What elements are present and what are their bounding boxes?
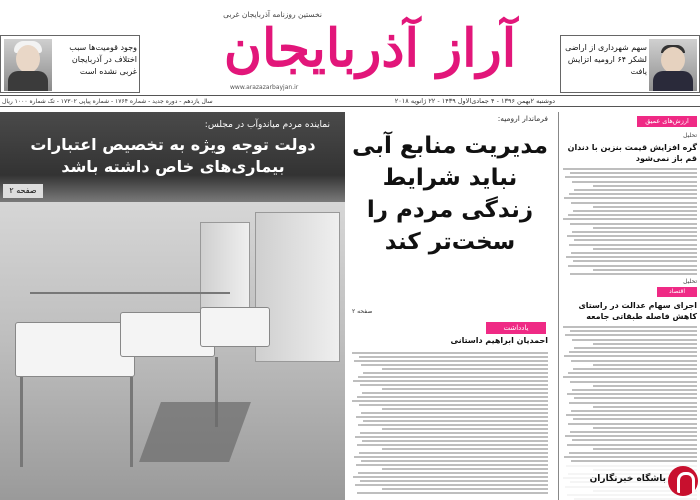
- text-line: [572, 231, 697, 233]
- watermark: [560, 464, 700, 500]
- text-line: [572, 389, 697, 391]
- section2-label: اقتصاد: [657, 287, 697, 297]
- text-line: [573, 210, 697, 212]
- text-line: [359, 404, 548, 406]
- text-line: [563, 218, 697, 220]
- text-line: [593, 364, 697, 366]
- right-column: [558, 112, 700, 500]
- text-line: [358, 424, 548, 426]
- text-line: [573, 418, 697, 420]
- text-line: [353, 380, 548, 382]
- section1-headline[interactable]: گره افزایش قیمت بنزین با دندان قم باز نمی‌شود: [567, 143, 697, 163]
- text-line: [566, 414, 697, 416]
- photo-headline[interactable]: دولت توجه ویژه به تخصیص اعتبارات بیماری‌های خاص داشته باشد: [30, 135, 316, 176]
- section2-headline[interactable]: اجرای سهام عدالت در راستای کاهش فاصله طبقاتی جامعه: [578, 301, 697, 321]
- text-line: [565, 435, 697, 437]
- text-line: [570, 431, 697, 433]
- logo-url: www.arazazarbayjan.ir: [230, 84, 299, 91]
- text-line: [382, 448, 548, 450]
- text-line: [361, 460, 548, 462]
- text-line: [571, 360, 697, 362]
- text-line: [569, 452, 697, 454]
- text-line: [382, 388, 548, 390]
- column-author: احمدیان ابراهیم داستانی: [450, 336, 548, 345]
- section2-tag: تحلیل: [683, 278, 697, 285]
- text-line: [382, 408, 548, 410]
- text-line: [352, 400, 548, 402]
- text-line: [354, 360, 548, 362]
- text-line: [357, 444, 548, 446]
- text-line: [570, 330, 697, 332]
- masthead: [0, 0, 700, 95]
- text-line: [563, 326, 697, 328]
- text-line: [357, 492, 548, 494]
- text-line: [593, 248, 697, 250]
- text-line: [571, 410, 697, 412]
- text-line: [593, 206, 697, 208]
- text-line: [564, 355, 697, 357]
- text-line: [355, 484, 548, 486]
- text-line: [567, 444, 697, 446]
- main-headline[interactable]: مدیریت منابع آبی نباید شرایط زندگی مردم را سخت‌تر کند: [352, 133, 548, 255]
- text-line: [569, 193, 697, 195]
- text-line: [359, 356, 548, 358]
- text-line: [563, 376, 697, 378]
- text-line: [593, 427, 697, 429]
- text-line: [357, 396, 548, 398]
- text-line: [362, 440, 548, 442]
- text-line: [572, 181, 697, 183]
- issue-info: سال یازدهم - دوره جدید - شماره ۱۷۶۴ - شماره پیاپی ۱۷۳۰۲ - تک شماره ۱۰۰۰ ریال: [2, 98, 213, 105]
- text-line: [352, 352, 548, 354]
- text-line: [593, 406, 697, 408]
- text-line: [563, 168, 697, 170]
- portrait-official: [649, 39, 697, 91]
- text-line: [572, 439, 697, 441]
- photo-page-ref: صفحه ۲: [3, 184, 43, 198]
- text-line: [571, 202, 697, 204]
- teaser-right[interactable]: [560, 35, 700, 93]
- text-line: [361, 412, 548, 414]
- teaser-left[interactable]: [0, 35, 140, 93]
- text-line: [569, 402, 697, 404]
- text-line: [572, 339, 697, 341]
- text-line: [358, 376, 548, 378]
- text-line: [569, 351, 697, 353]
- text-line: [382, 488, 548, 490]
- text-line: [593, 269, 697, 271]
- text-line: [363, 372, 548, 374]
- text-line: [355, 436, 548, 438]
- text-line: [573, 260, 697, 262]
- text-line: [564, 456, 697, 458]
- text-line: [568, 423, 697, 425]
- text-line: [382, 368, 548, 370]
- text-line: [571, 252, 697, 254]
- section1-tag: تحلیل: [683, 132, 697, 139]
- text-line: [593, 185, 697, 187]
- teaser-left-text: وجود قومیت‌ها سبب اختلاف در آذربایجان غربی نشده است: [69, 43, 137, 76]
- text-line: [363, 420, 548, 422]
- text-line: [570, 223, 697, 225]
- text-line: [382, 428, 548, 430]
- text-line: [566, 256, 697, 258]
- text-line: [574, 397, 697, 399]
- main-kicker: فرماندار ارومیه:: [497, 114, 548, 123]
- main-story: [348, 112, 554, 500]
- issue-date: دوشنبه ۲بهمن ۱۳۹۶ - ۴ جمادی‌الاول ۱۴۳۹ - ۲۲ ژانویه ۲۰۱۸: [394, 97, 555, 105]
- text-line: [356, 464, 548, 466]
- text-line: [565, 334, 697, 336]
- text-line: [353, 476, 548, 478]
- text-line: [573, 368, 697, 370]
- text-line: [360, 480, 548, 482]
- text-line: [568, 265, 697, 267]
- text-line: [358, 472, 548, 474]
- text-line: [569, 244, 697, 246]
- text-line: [568, 372, 697, 374]
- text-line: [564, 197, 697, 199]
- teaser-right-text: سهم شهرداری از اراضی لشکر ۶۴ ارومیه اتزایش یافت: [565, 43, 647, 76]
- text-line: [565, 176, 697, 178]
- photo-headline-banner: [0, 112, 345, 202]
- text-line: [360, 384, 548, 386]
- text-line: [361, 364, 548, 366]
- text-line: [574, 189, 697, 191]
- section1-label: ارزش‌های عمیق: [637, 116, 697, 127]
- text-line: [570, 172, 697, 174]
- watermark-text: باشگاه خبرنگاران: [589, 474, 666, 484]
- text-line: [570, 381, 697, 383]
- text-line: [574, 347, 697, 349]
- text-line: [568, 214, 697, 216]
- tagline: نخستین روزنامه آذربایجان غربی: [223, 10, 322, 19]
- portrait-cleric: [4, 39, 52, 91]
- text-line: [571, 460, 697, 462]
- text-line: [359, 452, 548, 454]
- newspaper-logo: آراز آذربایجان: [223, 18, 517, 79]
- text-line: [382, 468, 548, 470]
- text-line: [593, 448, 697, 450]
- text-line: [360, 432, 548, 434]
- column-label: یادداشت: [486, 322, 546, 334]
- main-page-ref: صفحه ۲: [352, 308, 373, 315]
- text-line: [593, 385, 697, 387]
- text-line: [362, 392, 548, 394]
- text-line: [354, 456, 548, 458]
- text-line: [570, 273, 697, 275]
- hospital-ward-photo[interactable]: [0, 112, 345, 500]
- text-line: [593, 227, 697, 229]
- date-bar: [0, 95, 700, 107]
- text-line: [593, 343, 697, 345]
- text-line: [567, 235, 697, 237]
- photo-kicker: نماینده مردم میاندوآب در مجلس:: [204, 120, 330, 130]
- text-line: [574, 239, 697, 241]
- text-line: [567, 393, 697, 395]
- text-line: [356, 416, 548, 418]
- yjc-logo-icon: [668, 466, 698, 496]
